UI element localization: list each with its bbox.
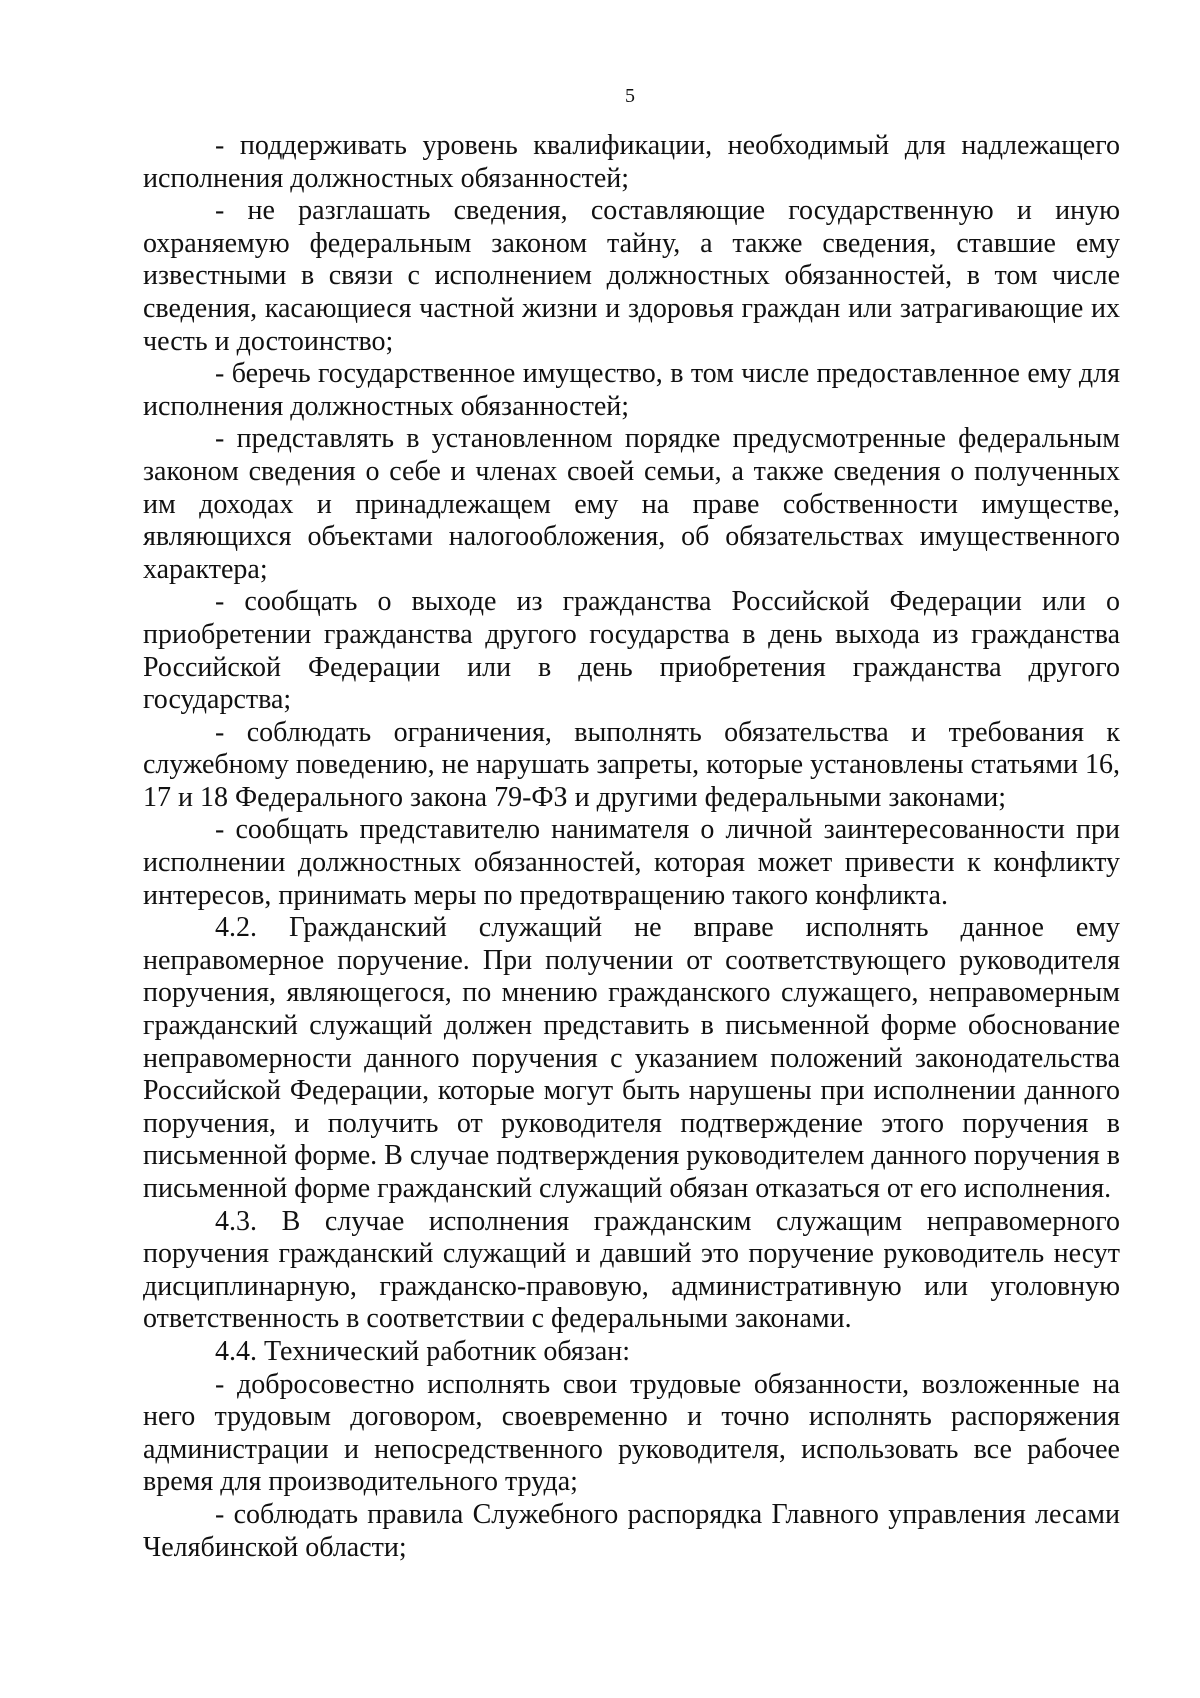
paragraph-conflict-of-interest: - сообщать представителю нанимателя о личной заинтересованности при исполнении должностных обязанностей, которая может привести к конфликту интересов, принимать меры по предотвращению такого конфликта. (143, 814, 1120, 911)
paragraph-labor-duties: - добросовестно исполнять свои трудовые обязанности, возложенные на него трудовым договором, своевременно и точно исполнять распоряжения администрации и непосредственного руководителя, использовать все рабочее время для производительного труда; (143, 1368, 1120, 1498)
paragraph-observe-restrictions: - соблюдать ограничения, выполнять обязательства и требования к служебному поведению, не нарушать запреты, которые установлены статьями 16, 17 и 18 Федерального закона 79-ФЗ и другими федеральными законами; (143, 716, 1120, 813)
page-number: 5 (625, 85, 635, 107)
paragraph-maintain-qualification: - поддерживать уровень квалификации, необходимый для надлежащего исполнения должностных обязанностей; (143, 130, 1120, 194)
paragraph-section-4-3: 4.3. В случае исполнения гражданским служащим неправомерного поручения гражданский служащий и давший это поручение руководитель несут дисциплинарную, гражданско-правовую, административную или уголовную ответственность в соответствии с федеральными законами. (143, 1205, 1120, 1335)
paragraph-section-4-2: 4.2. Гражданский служащий не вправе исполнять данное ему неправомерное поручение. При получении от соответствующего руководителя поручения, являющегося, по мнению гражданского служащего, неправомерным гражданский служащий должен представить в письменной форме обоснование неправомерности данного поручения с указанием положений законодательства Российской Федерации, которые могут быть нарушены при исполнении данного поручения, и получить от руководителя подтверждение этого поручения в письменной форме. В случае подтверждения руководителем данного поручения в письменной форме гражданский служащий обязан отказаться от его исполнения. (143, 912, 1120, 1204)
paragraph-protect-property: - беречь государственное имущество, в том числе предоставленное ему для исполнения должностных обязанностей; (143, 358, 1120, 422)
paragraph-section-4-4-heading: 4.4. Технический работник обязан: (215, 1335, 631, 1367)
paragraph-non-disclosure: - не разглашать сведения, составляющие государственную и иную охраняемую федеральным законом тайну, а также сведения, ставшие ему известными в связи с исполнением должностных обязанностей, в том числе сведения, касающиеся частной жизни и здоровья граждан или затрагивающие их честь и достоинство; (143, 195, 1120, 357)
document-body (143, 130, 1120, 1564)
paragraph-income-declaration: - представлять в установленном порядке предусмотренные федеральным законом сведения о себе и членах своей семьи, а также сведения о полученных им доходах и принадлежащем ему на праве собственности имуществе, являющихся объектами налогообложения, об обязательствах имущественного характера; (143, 423, 1120, 585)
paragraph-citizenship-report: - сообщать о выходе из гражданства Российской Федерации или о приобретении гражданства другого государства в день выхода из гражданства Российской Федерации или в день приобретения гражданства другого государства; (143, 586, 1120, 716)
paragraph-service-rules: - соблюдать правила Служебного распорядка Главного управления лесами Челябинской области; (143, 1498, 1120, 1563)
